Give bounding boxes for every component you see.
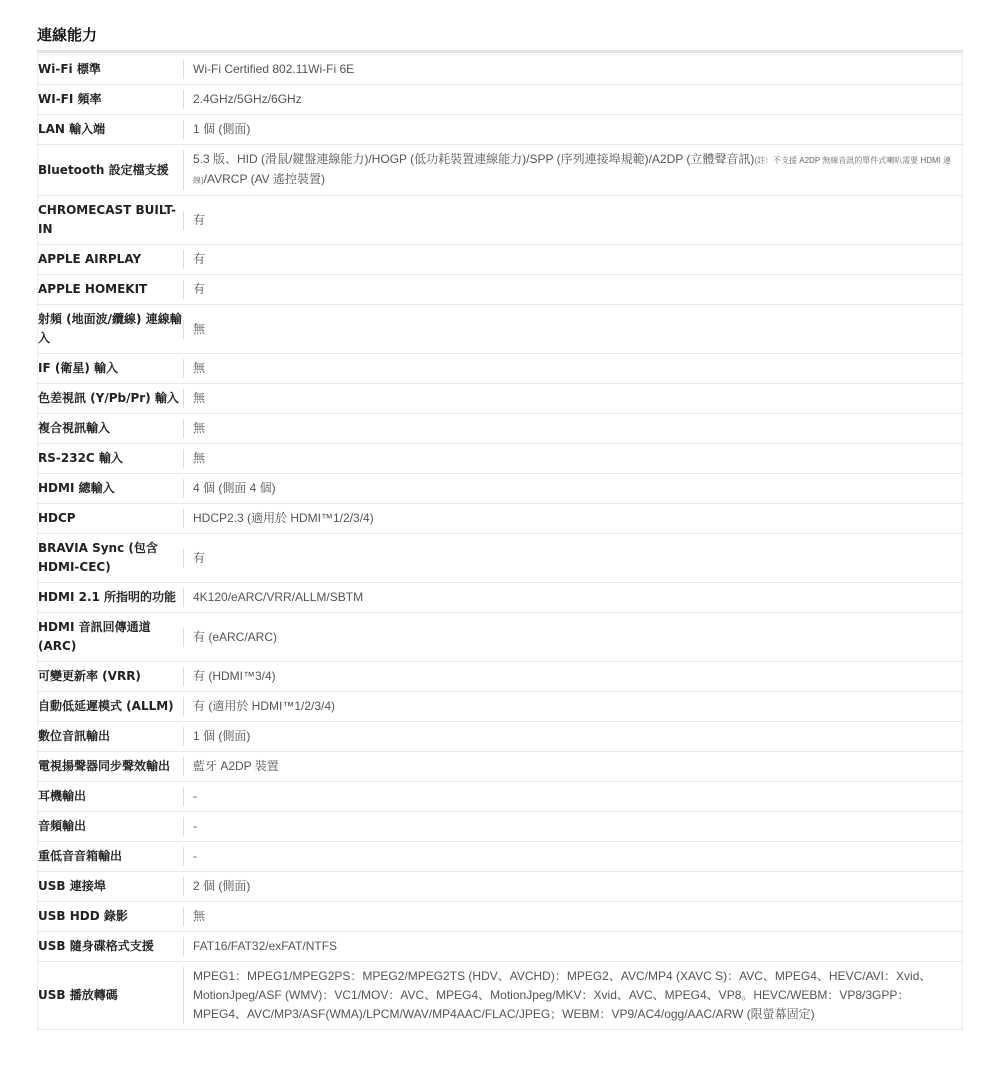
spec-row (38, 504, 963, 534)
spec-label: 音頻輸出 (38, 812, 184, 842)
spec-value-cell (183, 692, 963, 722)
spec-row (38, 115, 963, 145)
spec-value-cell (183, 812, 963, 842)
spec-label: USB 連接埠 (38, 872, 184, 902)
spec-value-block (183, 628, 962, 647)
spec-value-block (183, 250, 962, 269)
spec-value: 4K120/eARC/VRR/ALLM/SBTM (193, 590, 364, 604)
spec-value-block (183, 320, 962, 339)
spec-label: APPLE AIRPLAY (38, 245, 184, 275)
spec-value-cell (183, 534, 963, 583)
spec-label: 可變更新率 (VRR) (38, 662, 184, 692)
spec-value: 藍牙 A2DP 裝置 (193, 759, 279, 773)
spec-value-block (183, 449, 962, 468)
spec-row (38, 613, 963, 662)
spec-value-block (183, 847, 962, 866)
spec-value-cell (183, 145, 963, 196)
spec-value-block (183, 479, 962, 498)
spec-value: 有 (193, 550, 206, 565)
spec-value-tail: /AVRCP (AV 遙控裝置) (203, 172, 326, 186)
spec-label: LAN 輸入端 (38, 115, 184, 145)
spec-row (38, 534, 963, 583)
spec-label: HDCP (38, 504, 184, 534)
spec-value-cell (183, 414, 963, 444)
spec-value: 無 (193, 391, 206, 405)
spec-row (38, 196, 963, 245)
spec-label: BRAVIA Sync (包含 HDMI-CEC) (38, 534, 184, 583)
spec-value: 有 (eARC/ARC) (193, 629, 278, 644)
spec-row (38, 872, 963, 902)
spec-value: FAT16/FAT32/exFAT/NTFS (193, 939, 338, 953)
spec-value: 2.4GHz/5GHz/6GHz (193, 92, 302, 106)
spec-value-block (183, 937, 962, 956)
spec-row (38, 474, 963, 504)
spec-value: 無 (193, 321, 206, 336)
spec-value-block (183, 817, 962, 836)
spec-value-block (183, 90, 962, 109)
spec-row (38, 902, 963, 932)
spec-value-cell (183, 872, 963, 902)
spec-value: - (193, 819, 197, 833)
spec-row (38, 812, 963, 842)
spec-value-cell (183, 305, 963, 354)
spec-value-block (183, 588, 962, 607)
spec-value-block (183, 757, 962, 776)
spec-label: 射頻 (地面波/纜線) 連線輸入 (38, 305, 184, 354)
spec-row (38, 662, 963, 692)
spec-label: IF (衛星) 輸入 (38, 354, 184, 384)
spec-value-block (183, 907, 962, 926)
spec-row (38, 932, 963, 962)
spec-value-cell (183, 842, 963, 872)
spec-value-cell (183, 902, 963, 932)
spec-value-block (183, 60, 962, 79)
spec-value: MPEG1：MPEG1/MPEG2PS：MPEG2/MPEG2TS (HDV、AVCHD)：MPEG2、AVC/MP4 (XAVC S)：AVC、MPEG4、HEVC/AVI：Xvid、MotionJpeg/ASF (WMV)：VC1/MOV：AVC、MPEG4、MotionJpeg/MKV：Xvid、AVC、MPEG4、VP8。HEVC/WEBM：VP8/3GPP：MPEG4、AVC/MP3/ASF(WMA)/LPCM/WAV/MP4AAC/FLAC/JPEG；WEBM：VP9/AC4/ogg/AAC/ARW (限螢幕固定) (193, 969, 932, 1021)
spec-value-block (183, 359, 962, 378)
spec-label: RS-232C 輸入 (38, 444, 184, 474)
spec-row (38, 414, 963, 444)
spec-value-cell (183, 245, 963, 275)
spec-row (38, 962, 963, 1030)
spec-value: 1 個 (側面) (193, 122, 251, 136)
spec-label: CHROMECAST BUILT-IN (38, 196, 184, 245)
spec-value: 無 (193, 421, 206, 435)
spec-value-block (183, 787, 962, 806)
spec-label: 複合視訊輸入 (38, 414, 184, 444)
spec-value-cell (183, 474, 963, 504)
spec-label: 電視揚聲器同步聲效輸出 (38, 752, 184, 782)
spec-value: 有 (193, 212, 206, 227)
spec-label: HDMI 2.1 所指明的功能 (38, 583, 184, 613)
spec-value-cell (183, 444, 963, 474)
spec-label: HDMI 總輸入 (38, 474, 184, 504)
spec-label: Bluetooth 設定檔支援 (38, 145, 184, 196)
spec-value-block (183, 509, 962, 528)
spec-value-cell (183, 752, 963, 782)
spec-value-cell (183, 55, 963, 85)
spec-value-block (183, 150, 962, 190)
spec-value: HDCP2.3 (適用於 HDMI™1/2/3/4) (193, 511, 374, 525)
spec-label: USB 播放轉碼 (38, 962, 184, 1030)
spec-value-cell (183, 782, 963, 812)
spec-label: 數位音訊輸出 (38, 722, 184, 752)
spec-value-block (183, 280, 962, 299)
spec-value-cell (183, 583, 963, 613)
spec-table-body (38, 55, 963, 1030)
spec-row (38, 245, 963, 275)
spec-label: WI-FI 頻率 (38, 85, 184, 115)
spec-row (38, 722, 963, 752)
spec-value-cell (183, 354, 963, 384)
spec-value: 4 個 (側面 4 個) (193, 481, 276, 495)
spec-value-block (183, 967, 962, 1024)
spec-value-cell (183, 932, 963, 962)
spec-row (38, 305, 963, 354)
spec-value-block (183, 211, 962, 230)
spec-row (38, 85, 963, 115)
spec-value-cell (183, 504, 963, 534)
spec-row (38, 752, 963, 782)
spec-value: 有 (適用於 HDMI™1/2/3/4) (193, 699, 336, 713)
spec-row (38, 354, 963, 384)
spec-label: APPLE HOMEKIT (38, 275, 184, 305)
spec-value: 1 個 (側面) (193, 729, 251, 743)
spec-value-block (183, 697, 962, 716)
spec-row (38, 583, 963, 613)
spec-value: 有 (193, 252, 206, 266)
spec-value: 無 (193, 909, 206, 923)
spec-value-cell (183, 115, 963, 145)
spec-value-cell (183, 662, 963, 692)
spec-value-cell (183, 196, 963, 245)
spec-label: Wi-Fi 標準 (38, 55, 184, 85)
spec-value-cell (183, 384, 963, 414)
spec-value: Wi-Fi Certified 802.11Wi-Fi 6E (193, 62, 355, 76)
spec-row (38, 782, 963, 812)
spec-value-block (183, 419, 962, 438)
spec-value-cell (183, 722, 963, 752)
spec-row (38, 145, 963, 196)
spec-label: USB HDD 錄影 (38, 902, 184, 932)
spec-value: 無 (193, 451, 206, 465)
spec-value: 無 (193, 361, 206, 375)
spec-label: 重低音音箱輸出 (38, 842, 184, 872)
spec-label: 自動低延遲模式 (ALLM) (38, 692, 184, 722)
spec-row (38, 275, 963, 305)
spec-row (38, 384, 963, 414)
spec-value-block (183, 667, 962, 686)
spec-value-cell (183, 613, 963, 662)
spec-value: 5.3 版、HID (滑鼠/鍵盤連線能力)/HOGP (低功耗裝置連線能力)/SPP (序列連接埠規範)/A2DP (立體聲音訊) (193, 152, 755, 166)
spec-value-block (183, 877, 962, 896)
spec-row (38, 842, 963, 872)
spec-value-block (183, 549, 962, 568)
spec-value-block (183, 389, 962, 408)
spec-label: 耳機輸出 (38, 782, 184, 812)
spec-value: 有 (193, 282, 206, 296)
spec-value-cell (183, 275, 963, 305)
spec-label: HDMI 音訊回傳通道 (ARC) (38, 613, 184, 662)
spec-value-cell (183, 85, 963, 115)
spec-row (38, 444, 963, 474)
spec-label: 色差視訊 (Y/Pb/Pr) 輸入 (38, 384, 184, 414)
spec-value-note: (註：不支援 A2DP 無線音訊的單件式喇叭需要 HDMI 連線) (193, 156, 952, 185)
spec-value: 2 個 (側面) (193, 879, 251, 893)
section-title: 連線能力 (37, 26, 98, 44)
spec-label: USB 隨身碟格式支援 (38, 932, 184, 962)
spec-value-block (183, 120, 962, 139)
spec-table (37, 54, 963, 1030)
spec-value-block (183, 727, 962, 746)
spec-row (38, 692, 963, 722)
spec-value-cell (183, 962, 963, 1030)
title-divider (37, 50, 963, 53)
spec-value: - (193, 789, 197, 803)
spec-value: - (193, 849, 197, 863)
spec-row (38, 55, 963, 85)
spec-value: 有 (HDMI™3/4) (193, 669, 276, 683)
